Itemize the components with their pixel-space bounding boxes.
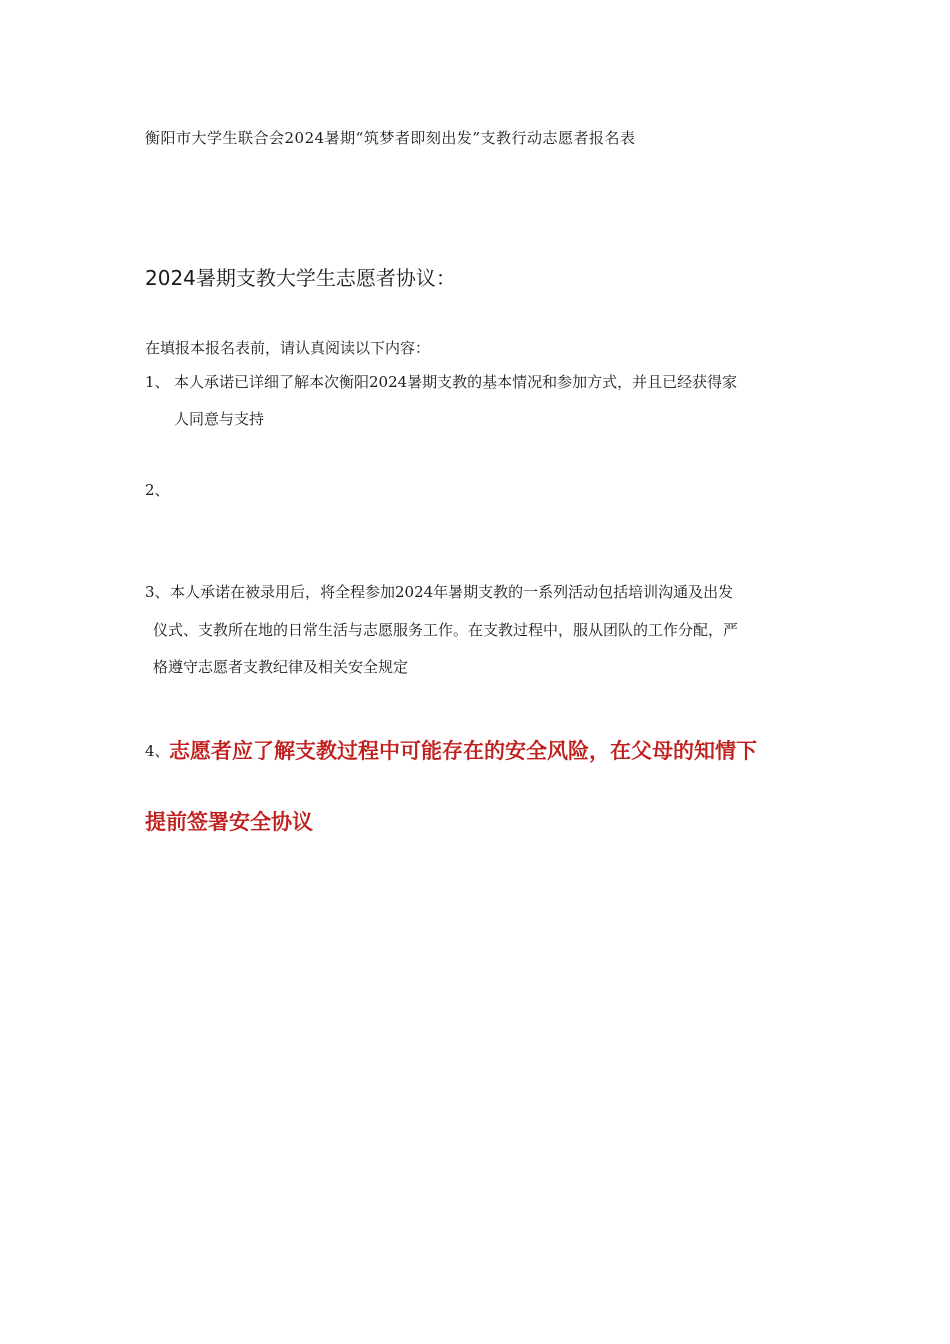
item-number: 4、 — [145, 742, 170, 760]
item-number: 1、 — [145, 373, 170, 391]
item-text-line: 人同意与支持 — [174, 410, 265, 428]
item-number: 2、 — [145, 481, 170, 499]
agreement-heading: 2024暑期支教大学生志愿者协议： — [145, 266, 456, 290]
item-number: 3、 — [145, 583, 170, 601]
intro-text: 在填报本报名表前，请认真阅读以下内容： — [145, 339, 431, 357]
item-text-line: 本人承诺已详细了解本次衡阳2024暑期支教的基本情况和参加方式，并且已经获得家 — [174, 373, 738, 391]
item-text-line: 本人承诺在被录用后，将全程参加2024年暑期支教的一系列活动包括培训沟通及出发 — [170, 583, 734, 601]
safety-notice-line: 志愿者应了解支教过程中可能存在的安全风险，在父母的知情下 — [169, 739, 757, 763]
item-text-line: 仪式、支教所在地的日常生活与志愿服务工作。在支教过程中，服从团队的工作分配，严 — [153, 621, 739, 639]
item-text-line: 格遵守志愿者支教纪律及相关安全规定 — [153, 658, 409, 676]
form-title: 衡阳市大学生联合会2024暑期“筑梦者即刻出发”支教行动志愿者报名表 — [145, 129, 636, 147]
safety-notice-line: 提前签署安全协议 — [145, 810, 313, 834]
